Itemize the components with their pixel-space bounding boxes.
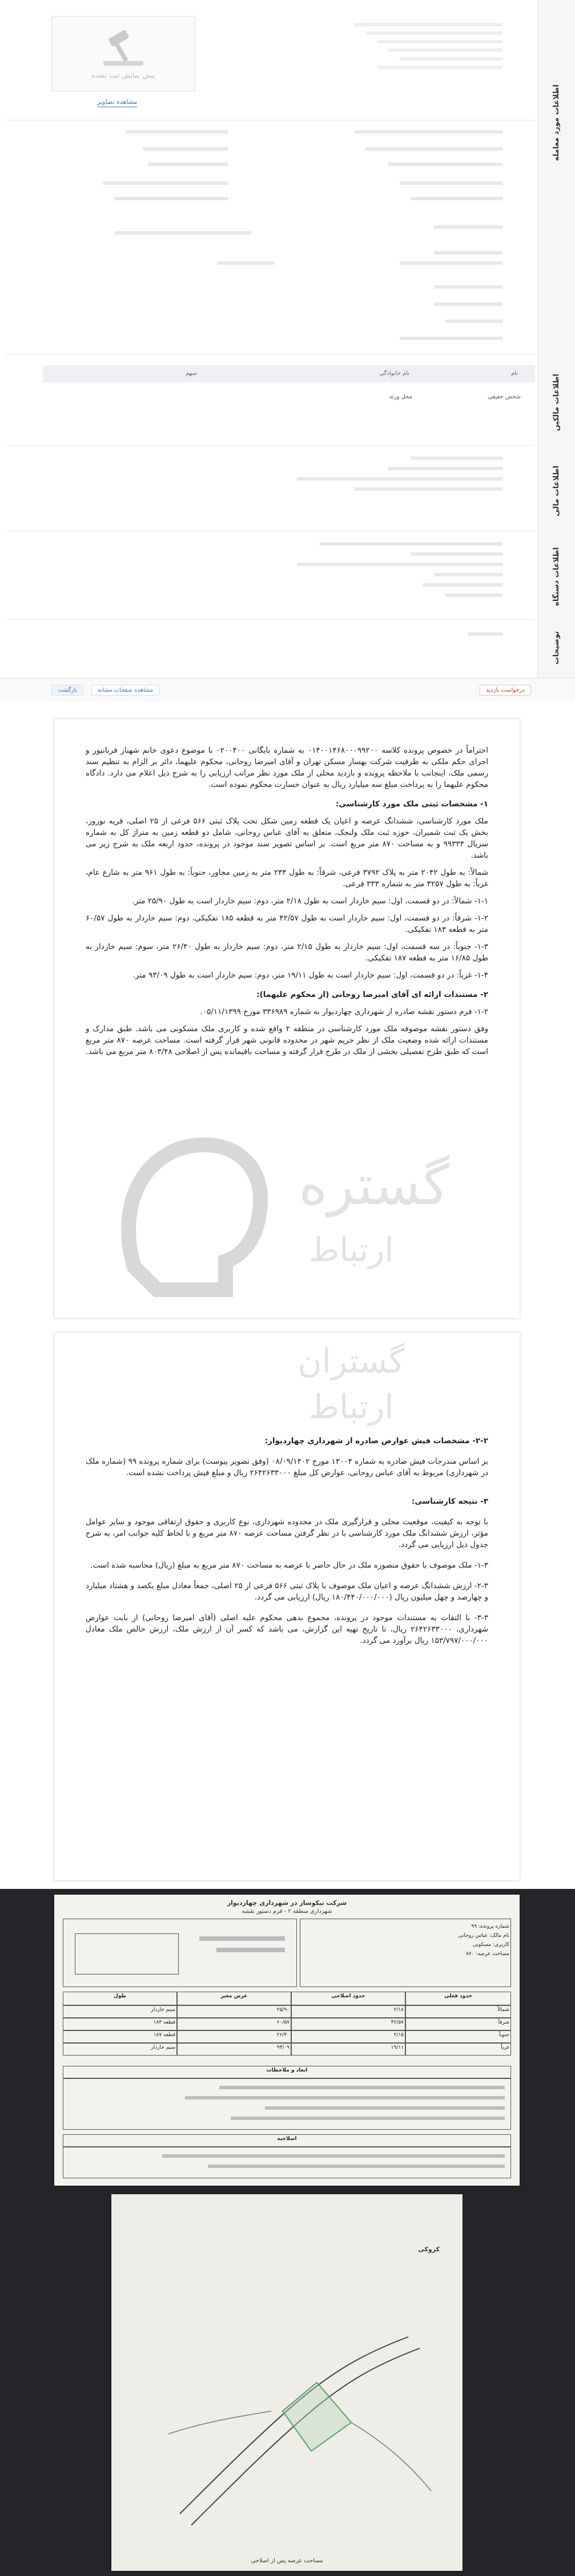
scan-amendment bbox=[63, 2147, 511, 2178]
table-header: طول bbox=[63, 1992, 177, 2005]
paragraph: ملک مورد کارشناسی، ششدانگ عرصه و اعیان یک قطعه زمین شکل تحت پلاک ثبتی ۵۶۶ فرعی از ۲۵ اصلی، قریه نوروز، بخش یک ثبت شمیران، حوزه ثبت ملک ولنجک، متعلق به آقای عباس روحانی، شامل دو قطعه زمین به متراژ کل به شماره سریال ۹۹۳۳۴ و به مساحت ۸۷۰ متر مربع است. بر اساس تصویر سند موجود در پرونده، حدود اربعه ملک به شرح زیر می باشد. bbox=[86, 817, 489, 860]
scan-form-fields bbox=[300, 1919, 511, 1987]
scanned-map bbox=[111, 2194, 463, 2571]
divider bbox=[6, 445, 535, 446]
appraisal-page-1 bbox=[54, 719, 520, 1318]
paragraph: احتراماً در خصوص پرونده کلاسه ۰۱۴۰۰۱۴۶۸۰۰۰۹۹۲۰۰ به شماره بایگانی ۰۲۰۰۴۰۰ با موضوع دعوی خانم شهناز قربانپور و اجرای حکم ملکی به ظرفیت شرکت بهساز مسکن تهران و آقای امیرضا روحانی، محکوم علیهما، دائر بر الزام به تنظیم سند رسمی ملک، اینجانب با ملاحظه پرونده و بازدید محلی از ملک مورد نظر مراتب ارزیابی را به شرح ذیل اعلام می دارد. دادگاه محکوم علیهما را به پرداخت مبلغ سه میلیارد ریال به عنوان خسارت محکوم نموده است. bbox=[86, 746, 488, 789]
listing-detail-panel bbox=[0, 0, 575, 708]
table-cell: شمالاً bbox=[405, 2005, 511, 2018]
scan-section-title: ابعاد و ملاحظات bbox=[63, 2066, 511, 2078]
section-title-property: اطلاعات مورد معامله bbox=[552, 84, 561, 161]
scan-field: مساحت عرصه: ۸۷۰ bbox=[465, 1951, 509, 1957]
section-title-owners: اطلاعات مالکین bbox=[552, 373, 561, 431]
watermark-text-2: ارتباط bbox=[308, 1387, 394, 1426]
table-header: حدود فعلی bbox=[405, 1992, 511, 2005]
scan-form-box bbox=[63, 1919, 297, 1987]
table-cell: ۲۵/۹۰ bbox=[177, 2005, 291, 2018]
paragraph: ۱-۱- شمالاً: در دو قسمت، اول: سیم خاردار است به طول ۲/۱۸ متر، دوم: سیم خاردار است به طول ۲۵/۹۰ متر. bbox=[132, 897, 488, 906]
map-title: کروکی bbox=[418, 2246, 440, 2253]
table-cell: ۲/۱۵ bbox=[291, 2030, 405, 2043]
section-sidebar bbox=[537, 0, 575, 696]
scan-field: شماره پرونده: ۹۹ bbox=[471, 1924, 509, 1929]
table-cell: غرباً bbox=[405, 2043, 511, 2056]
section-title-description: توضیحات bbox=[552, 631, 561, 665]
map-footer: مساحت عرصه پس از اصلاحی bbox=[251, 2558, 323, 2564]
scan-field: کاربری: مسکونی bbox=[472, 1942, 509, 1948]
paragraph: شمالاً: به طول ۲۰۴۲ متر به پلاک ۳۷۹۲ فرعی، شرقاً: به طول ۲۳۴ متر به زمین مجاور، جنوباً: به طول ۹۶۱ متر به شارع عام، غرباً: به طول ۳۲۵۷ متر به شماره ۳۳۳ فرعی. bbox=[86, 868, 489, 889]
table-header: حدود اصلاحی bbox=[291, 1992, 405, 2005]
scan-section-title: اصلاحیه bbox=[63, 2134, 511, 2147]
similar-pages-link[interactable]: مشاهده صفحات مشابه bbox=[91, 685, 159, 696]
table-cell: قطعه ۱۸۷ bbox=[63, 2030, 177, 2043]
image-preview-caption: پیش نمایش ثبت نشده bbox=[91, 71, 155, 79]
scan-notes bbox=[63, 2078, 511, 2130]
paragraph: ۱-۴- غرباً: در دو قسمت، اول: سیم خاردار است به طول ۱۹/۱۱ متر، دوم: سیم خاردار است به طول ۹۳/۰۹ متر. bbox=[132, 971, 488, 980]
scan-field: نام مالک: عباس روحانی bbox=[458, 1933, 509, 1939]
table-cell: ۴۲/۵۷ bbox=[291, 2018, 405, 2030]
paragraph: با توجه به کیفیت، موقعیت محلی و قرارگیری ملک در محدوده شهرداری، نوع کاربری و حقوق ارتفاقی موجود و سایر عوامل مؤثر، ارزش ششدانگ ملک مورد کارشناسی با در نظر گرفتن مساحت عرصه ۸۷۰ متر مربع و با لحاظ کلیه جوانب امر، به شرح جدول ذیل ارزیابی می گردد. bbox=[86, 1517, 488, 1549]
owner-col-family: نام خانوادگی bbox=[379, 370, 409, 377]
watermark-text-1: گستران bbox=[297, 1342, 405, 1380]
table-cell: جنوباً bbox=[405, 2030, 511, 2043]
svg-text:گستره: گستره bbox=[299, 1153, 449, 1217]
table-cell: سیم خاردار bbox=[63, 2043, 177, 2056]
table-cell: ۱۹/۱۱ bbox=[291, 2043, 405, 2056]
scan-form-subheader: شهرداری منطقه ۲ - فرم دستور نقشه bbox=[242, 1908, 332, 1915]
page-1-body bbox=[86, 745, 488, 1057]
paragraph: ۲-۳- ارزش ششدانگ عرصه و اعیان ملک موصوف با پلاک ثبتی ۵۶۶ فرعی از ۲۵ اصلی، جمعاً معادل مبلغ یکصد و هشتاد میلیارد و چهارصد و چهل میلیون ریال (۱۸۰/۴۴۰/۰۰۰/۰۰۰ ریال) ارزیابی می گردد. bbox=[86, 1581, 488, 1602]
page-2-body bbox=[86, 1435, 488, 1646]
owner-col-share: سهم bbox=[186, 370, 197, 377]
visit-request-button[interactable]: درخواست بازدید bbox=[480, 685, 531, 696]
paragraph: ۱-۲- فرم دستور نقشه صادره از شهرداری چهاردیوار به شماره ۳۳۶۹۸۹ مورخ ۰۵/۱۱/۱۳۹۹. bbox=[200, 1007, 488, 1016]
paragraph: ۱-۲- شرقاً: در دو قسمت، اول: سیم خاردار است به طول ۴۲/۵۷ متر به قطعه ۱۸۵ تفکیکی، دوم: سیم خاردار به طول ۶۰/۵۷ متر به قطعه ۱۸۳ تفکیکی. bbox=[86, 914, 488, 934]
paragraph: ۱-۳- ملک موصوف با حقوق متصوره ملک در حال حاضر با عرصه به مساحت ۸۷۰ متر مربع به مبلغ (ریال) محاسبه شده است. bbox=[90, 1561, 488, 1570]
table-cell: سیم خاردار bbox=[63, 2005, 177, 2018]
description-text bbox=[468, 632, 502, 636]
owner-col-name: نام bbox=[510, 370, 518, 377]
owner-surname: محل ورثه bbox=[389, 394, 412, 400]
divider bbox=[6, 619, 535, 620]
paragraph: بر اساس مندرجات فیش صادره به شماره ۱۳۰۰۴ مورخ ۰۸/۰۹/۱۴۰۲ (وفق تصویر پیوست) برای شماره پرونده ۹۹ (شماره ملک در شهرداری) مربوط به آقای عباس روحانی، عوارض کل مبلغ ۲۶۴۲۶۳۳۰۰۰ ریال و مبلغ فیش پرداخت نشده است. bbox=[86, 1457, 488, 1477]
table-cell: ۶۰/۵۷ bbox=[177, 2018, 291, 2030]
paragraph: ۱-۳- جنوباً: در سه قسمت، اول: سیم خاردار به طول ۲/۱۵ متر، دوم: سیم خاردار به طول ۲۶/۴۰ متر، سوم: سیم خاردار به طول ۱۶/۸۵ متر به قطعه ۱۸۷ تفکیکی. bbox=[86, 942, 488, 963]
table-header: عرض معبر bbox=[177, 1992, 291, 2005]
section-heading: ۱- مشخصات ثبتی ملک مورد کارشناسی: bbox=[336, 800, 488, 809]
table-cell: قطعه ۱۸۳ bbox=[63, 2018, 177, 2030]
section-title-financial: اطلاعات مالی bbox=[552, 465, 561, 516]
section-heading: ۳- نتیجه کارشناسی: bbox=[411, 1497, 488, 1506]
gavel-icon bbox=[98, 28, 149, 68]
plot-sketch bbox=[111, 2194, 463, 2571]
section-heading: ۲-۲- مشخصات فیش عوارض صادره از شهرداری چهاردیوار: bbox=[264, 1436, 488, 1446]
section-title-device: اطلاعات دستگاه bbox=[552, 547, 561, 606]
scan-form-header: شرکت نیکوساز در شهرداری چهاردیوار bbox=[227, 1899, 347, 1907]
table-cell: شرقاً bbox=[405, 2018, 511, 2030]
table-cell: ۹۳/۰۹ bbox=[177, 2043, 291, 2056]
watermark-logo bbox=[54, 1107, 520, 1301]
scanned-form bbox=[54, 1895, 520, 2186]
svg-text:ارتباط: ارتباط bbox=[308, 1230, 394, 1269]
image-preview bbox=[51, 16, 195, 91]
owner-type: شخص حقیقی bbox=[488, 394, 521, 400]
paragraph: وفق دستور نقشه موصوفه ملک مورد کارشناسی در منطقه ۲ واقع شده و کاربری ملک مسکونی می باشد. طبق مدارک و مستندات ارائه شده وضعیت ملک از نظر حریم شهر در محدوده قانونی شهر قرار گرفته است. مساحت عرصه ۸۷۰ متر مربع است که طبق طرح تفصیلی بخشی از ملک در طرح قرار گرفته و مساحت باقیمانده پس از اصلاحی ۸۰۳/۴۸ متر مربع می باشد. bbox=[86, 1024, 488, 1056]
owners-table-header bbox=[43, 365, 535, 382]
view-images-button[interactable]: مشاهده تصاویر bbox=[97, 98, 137, 107]
table-cell: ۲۶/۴۰ bbox=[177, 2030, 291, 2043]
section-heading: ۲- مستندات ارائه ای آقای امیرضا روحانی (از محکوم علیهما): bbox=[256, 990, 488, 999]
paragraph: ۳-۳- با التفات به مستندات موجود در پرونده، مجموع بدهی محکوم علیه اصلی (آقای امیرضا روحانی) از بابت عوارض شهرداری، ۲۶۴۲۶۳۳۰۰۰ ریال، تا تاریخ تهیه این گزارش، می باشد که کسر آن از ارزش ملک، ارزش خالص ملک معادل ۱۵۳/۷۹۷/۰۰۰/۰۰۰ ریال برآورد می گردد. bbox=[86, 1613, 489, 1645]
table-cell: ۲/۱۸ bbox=[291, 2005, 405, 2018]
back-button[interactable]: بازگشت bbox=[51, 685, 83, 696]
appraisal-page-2 bbox=[54, 1333, 520, 1880]
